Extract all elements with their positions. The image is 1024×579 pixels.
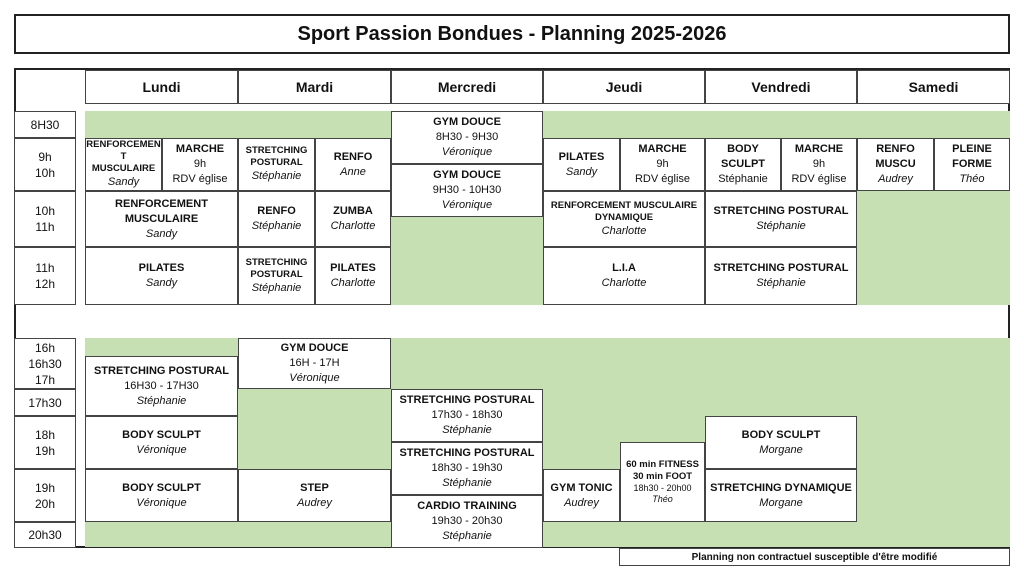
class-name: MUSCULAIRE — [124, 212, 199, 225]
time-label: 17h — [34, 372, 56, 387]
class-name: SCULPT — [721, 158, 765, 170]
class-location: RDV église — [791, 173, 847, 185]
class-instructor: Charlotte — [601, 277, 647, 289]
class-instructor: Stéphanie — [442, 477, 492, 489]
day-header-samedi: Samedi — [857, 70, 1010, 104]
class-name: PILATES — [330, 262, 376, 274]
class-cell — [705, 416, 857, 469]
time-label: 17h30 — [28, 395, 62, 410]
class-location: RDV église — [634, 173, 691, 185]
class-name: MARCHE — [794, 143, 844, 155]
class-instructor: Stéphanie — [442, 530, 492, 542]
class-name: GYM DOUCE — [433, 169, 501, 181]
class-instructor: Sandy — [107, 176, 140, 188]
green-band-morning-b — [543, 111, 1010, 138]
class-instructor: Charlotte — [601, 224, 647, 237]
time-label: 20h30 — [28, 528, 62, 542]
class-instructor: Stéphanie — [756, 277, 806, 289]
class-cell — [620, 138, 705, 191]
class-instructor: Morgane — [759, 496, 803, 509]
class-cell — [934, 138, 1010, 191]
class-time: 8H30 - 9H30 — [435, 131, 499, 143]
class-name: GYM DOUCE — [280, 342, 349, 354]
time-label: 19h — [34, 480, 56, 495]
class-time: 19h30 - 20h30 — [431, 515, 503, 527]
class-instructor: Audrey — [564, 496, 599, 509]
class-instructor: Stéphanie — [718, 173, 768, 185]
green-band-pm-mar — [238, 389, 391, 469]
class-name: 60 min FITNESS — [626, 459, 699, 470]
time-label: 8H30 — [30, 117, 60, 132]
time-slot — [14, 138, 76, 191]
class-instructor: Stéphanie — [442, 424, 492, 436]
time-label: 19h — [34, 443, 56, 458]
class-name: ZUMBA — [333, 205, 373, 217]
class-name: BODY SCULPT — [122, 481, 201, 494]
class-cell — [620, 442, 705, 522]
class-name: RENFORCEMENT — [115, 197, 208, 210]
class-cell — [238, 138, 315, 191]
class-instructor: Morgane — [759, 443, 803, 456]
class-instructor: Charlotte — [330, 277, 376, 289]
class-name: POSTURAL — [250, 268, 303, 280]
time-label: 11h — [35, 220, 55, 234]
class-cell — [857, 138, 934, 191]
class-instructor: Stéphanie — [136, 394, 187, 407]
class-name: MARCHE — [638, 143, 687, 155]
class-cell — [85, 138, 162, 191]
day-header-lundi: Lundi — [85, 70, 238, 104]
day-header-mercredi: Mercredi — [391, 70, 543, 104]
time-label: 12h — [34, 277, 56, 291]
time-slot — [14, 416, 76, 469]
green-band-pm-right — [391, 338, 1010, 389]
class-cell — [391, 442, 543, 495]
class-name: STRETCHING POSTURAL — [713, 262, 849, 274]
class-name: GYM TONIC — [550, 481, 613, 494]
class-instructor: Sandy — [145, 227, 178, 240]
class-name: MARCHE — [175, 143, 225, 155]
class-instructor: Véronique — [441, 146, 493, 158]
class-cell — [543, 469, 620, 522]
class-instructor: Théo — [652, 494, 673, 504]
class-name: PILATES — [138, 262, 185, 274]
green-band-bottom-left — [85, 522, 391, 547]
class-instructor: Véronique — [289, 372, 340, 384]
class-cell — [315, 191, 391, 247]
class-cell — [705, 469, 857, 522]
page-title: Sport Passion Bondues - Planning 2025-2026 — [14, 14, 1010, 54]
class-time: 9h — [193, 158, 207, 170]
class-cell — [238, 191, 315, 247]
day-header-vendredi: Vendredi — [705, 70, 857, 104]
disclaimer-note: Planning non contractuel susceptible d'être modifié — [619, 548, 1010, 566]
class-name: FORME — [952, 158, 992, 170]
class-cell — [238, 247, 315, 305]
day-header-mardi: Mardi — [238, 70, 391, 104]
class-name: BODY — [727, 143, 759, 155]
green-band-sam-am — [857, 191, 1010, 305]
class-name: STRETCHING POSTURAL — [399, 394, 535, 406]
class-name: STRETCHING POSTURAL — [713, 205, 849, 217]
class-name: STRETCHING — [245, 256, 308, 268]
class-instructor: Audrey — [297, 496, 332, 509]
class-name: STEP — [300, 481, 329, 494]
time-slot — [14, 338, 76, 389]
time-label: 16h — [34, 340, 56, 355]
class-name: STRETCHING — [245, 145, 308, 156]
class-cell — [543, 247, 705, 305]
time-slot — [14, 469, 76, 522]
class-cell — [705, 138, 781, 191]
class-name: T MUSCULAIRE — [91, 151, 156, 174]
class-time: 17h30 - 18h30 — [431, 409, 503, 421]
green-band-mer-am — [391, 217, 543, 305]
class-time: 18h30 - 20h00 — [633, 483, 692, 493]
class-instructor: Stéphanie — [251, 220, 302, 232]
class-time: 9h — [812, 158, 826, 170]
class-name: BODY SCULPT — [741, 428, 821, 441]
class-cell — [543, 191, 705, 247]
class-cell — [238, 469, 391, 522]
class-name: RENFORCEMEN — [86, 139, 161, 150]
class-cell — [85, 356, 238, 416]
class-name: RENFORCEMENT MUSCULAIRE — [550, 199, 698, 211]
class-cell — [543, 138, 620, 191]
class-cell — [85, 416, 238, 469]
class-cell — [391, 111, 543, 164]
class-instructor: Charlotte — [330, 220, 376, 232]
time-label: 10h — [34, 165, 56, 180]
class-time: 18h30 - 19h30 — [431, 462, 503, 474]
class-cell — [781, 138, 857, 191]
class-instructor: Véronique — [136, 496, 187, 509]
time-label: 20h — [34, 496, 56, 511]
class-instructor: Sandy — [145, 277, 178, 289]
time-slot — [14, 111, 76, 138]
class-cell — [315, 247, 391, 305]
class-cell — [705, 247, 857, 305]
class-name: DYNAMIQUE — [594, 211, 654, 223]
day-header-jeudi: Jeudi — [543, 70, 705, 104]
class-cell — [238, 338, 391, 389]
class-time: 9h — [656, 158, 669, 170]
green-band-bottom-right — [543, 522, 1010, 547]
class-cell — [391, 495, 543, 548]
class-instructor: Stéphanie — [251, 281, 302, 294]
class-cell — [85, 247, 238, 305]
class-name: PLEINE — [952, 143, 992, 155]
time-slot — [14, 522, 76, 548]
green-band-pm-sam — [857, 469, 1010, 522]
class-name: CARDIO TRAINING — [417, 500, 517, 512]
time-slot — [14, 247, 76, 305]
time-slot — [14, 191, 76, 247]
class-name: BODY SCULPT — [122, 428, 201, 441]
time-label: 16h30 — [28, 356, 62, 371]
class-name: STRETCHING POSTURAL — [93, 364, 230, 377]
class-name: GYM DOUCE — [433, 116, 501, 128]
class-name: L.I.A — [612, 262, 636, 274]
time-label: 10h — [34, 204, 56, 218]
class-instructor: Véronique — [136, 443, 187, 456]
class-cell — [705, 191, 857, 247]
class-name: 30 min FOOT — [632, 471, 693, 482]
class-cell — [162, 138, 238, 191]
class-name: MUSCU — [875, 158, 916, 170]
class-name: POSTURAL — [250, 157, 303, 168]
class-cell — [85, 469, 238, 522]
class-instructor: Anne — [340, 165, 366, 178]
class-instructor: Stéphanie — [251, 170, 302, 182]
class-name: STRETCHING POSTURAL — [399, 447, 535, 459]
time-label: 9h — [38, 149, 52, 164]
class-time: 9H30 - 10H30 — [432, 184, 502, 196]
class-cell — [315, 138, 391, 191]
class-cell — [85, 191, 238, 247]
class-name: RENFO — [257, 205, 296, 217]
class-cell — [391, 164, 543, 217]
class-cell — [391, 389, 543, 442]
class-time: 16H - 17H — [289, 357, 340, 369]
time-slot — [14, 389, 76, 416]
time-label: 11h — [35, 261, 55, 275]
class-name: STRETCHING DYNAMIQUE — [710, 481, 852, 494]
green-band-morning-a — [85, 111, 391, 138]
class-instructor: Sandy — [565, 165, 598, 178]
class-name: RENFO — [333, 150, 373, 163]
class-time: 16H30 - 17H30 — [124, 379, 199, 392]
class-name: RENFO — [876, 143, 915, 155]
class-name: PILATES — [558, 150, 605, 163]
class-instructor: Théo — [959, 173, 985, 185]
class-location: RDV église — [172, 173, 228, 185]
class-instructor: Audrey — [878, 173, 913, 185]
time-label: 18h — [34, 427, 56, 442]
class-instructor: Stéphanie — [756, 220, 806, 232]
class-instructor: Véronique — [441, 199, 493, 211]
green-band-pm-lun — [85, 338, 238, 356]
